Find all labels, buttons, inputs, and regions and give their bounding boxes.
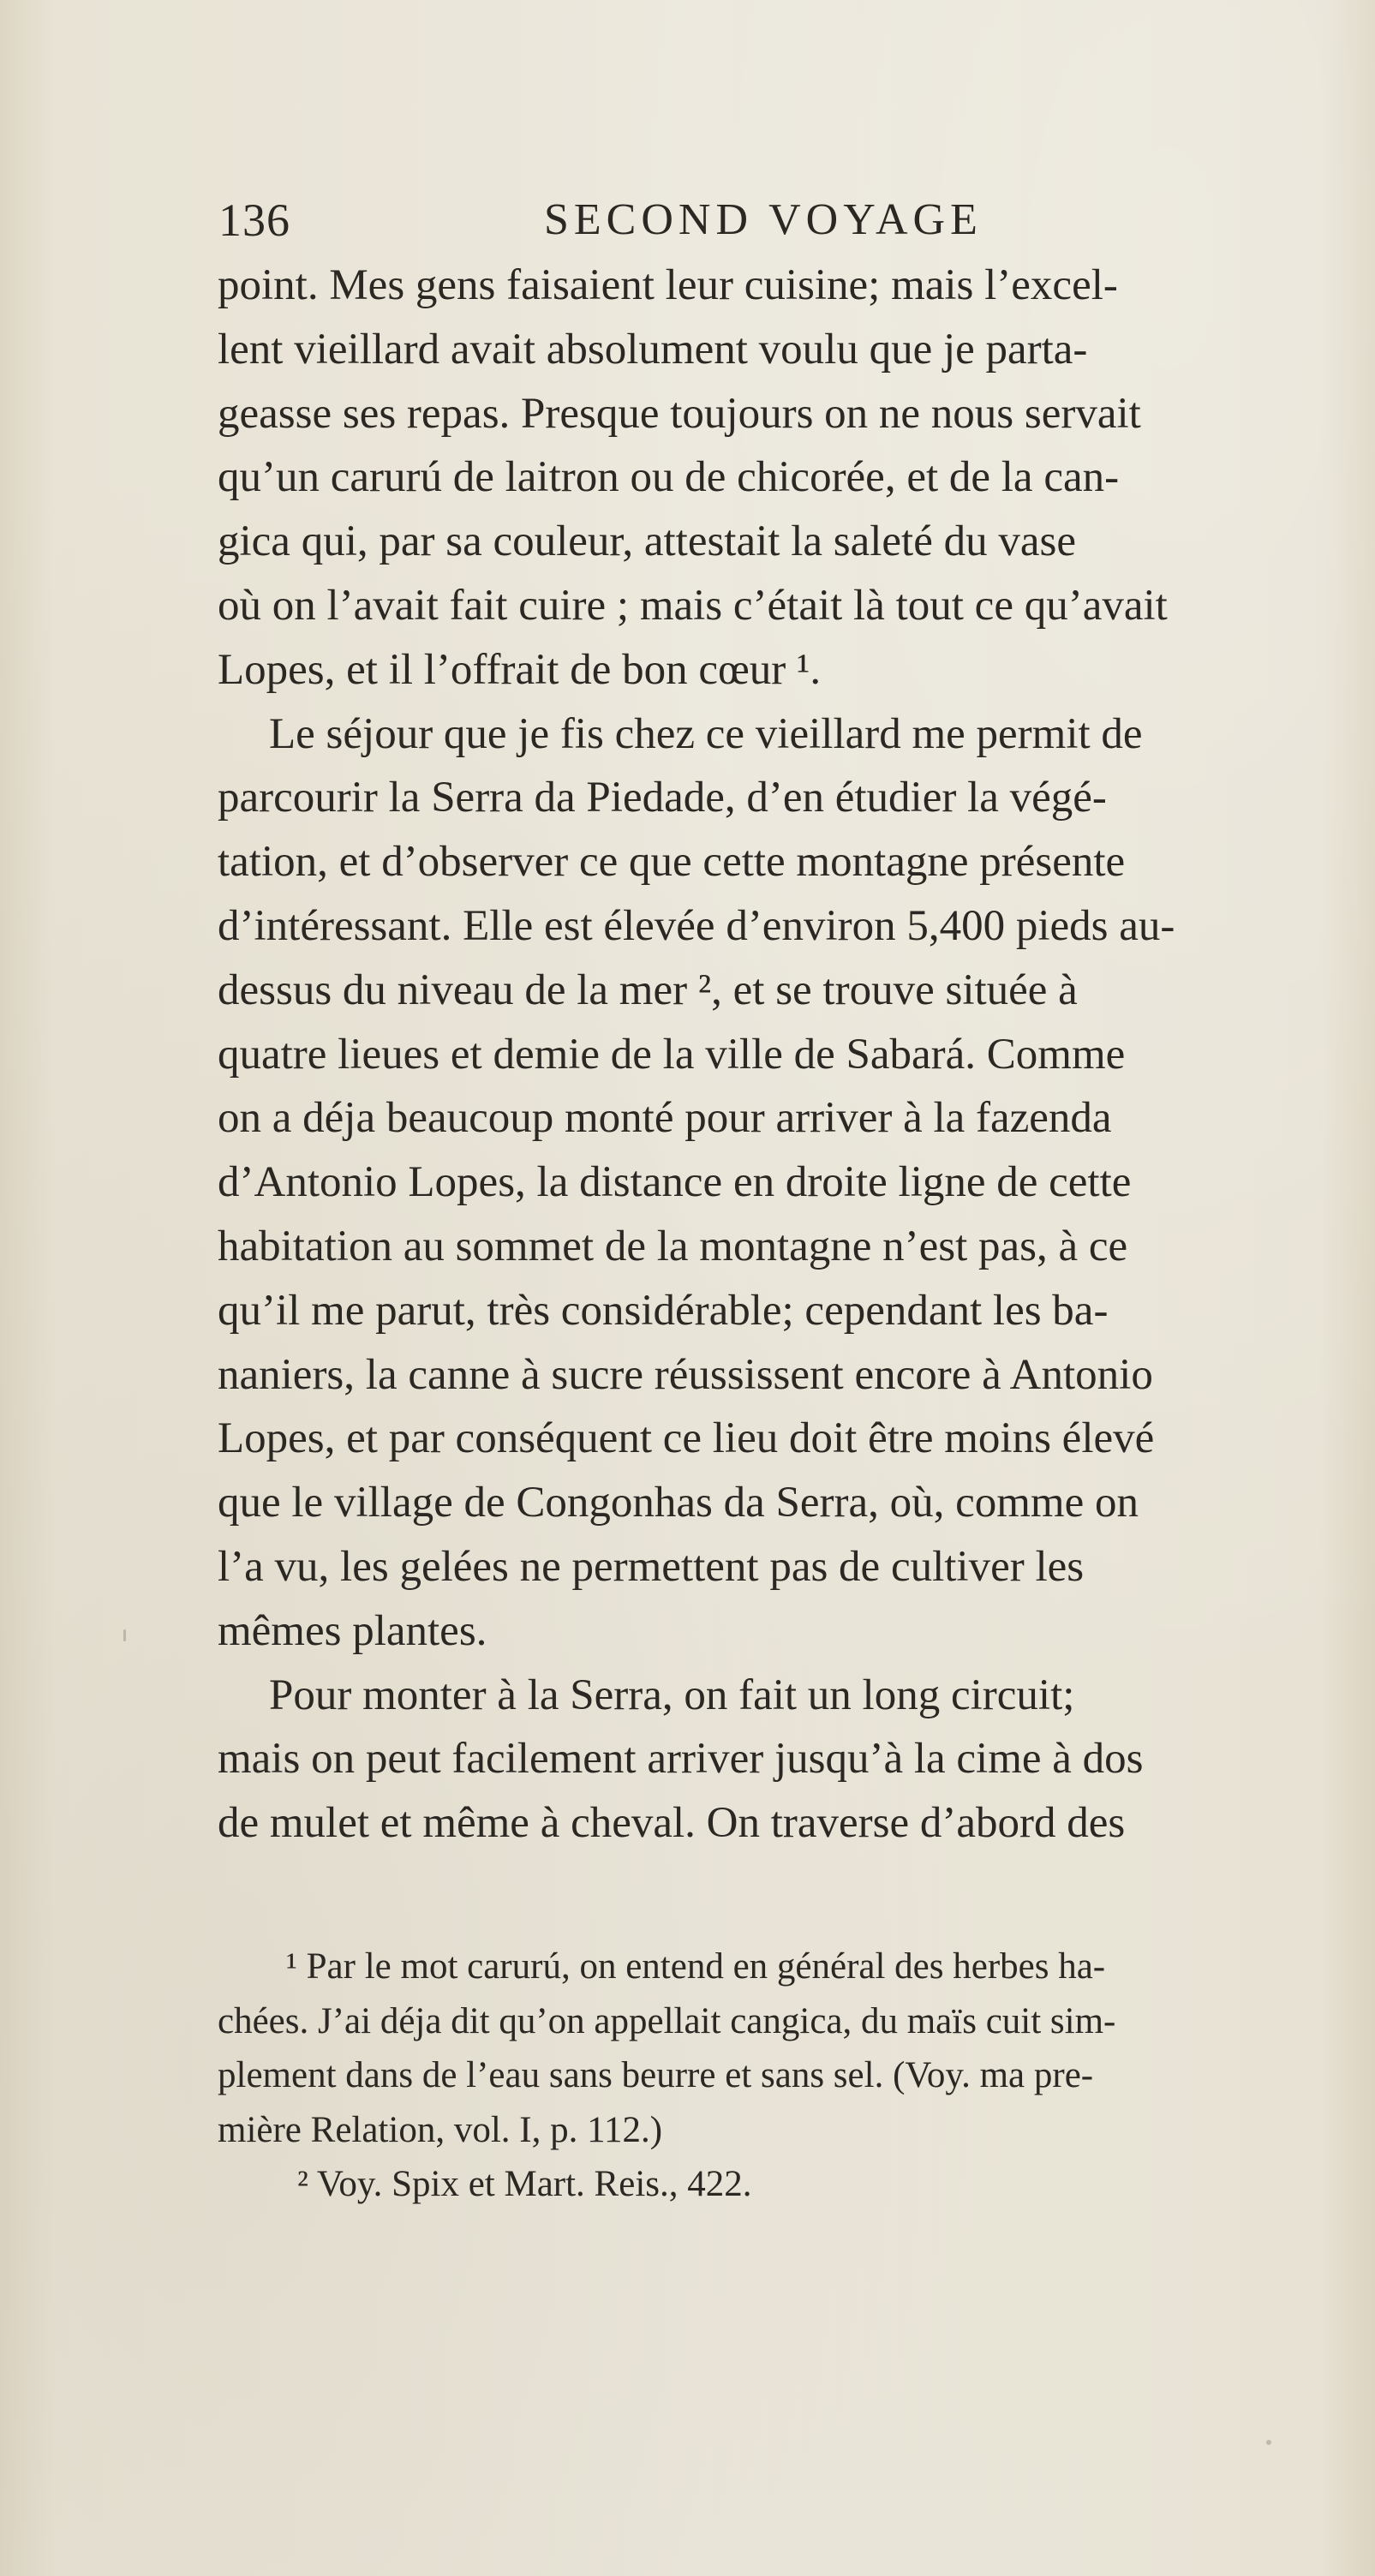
- paper-fleck: [123, 1629, 126, 1641]
- paragraph-start-line: Le séjour que je fis chez ce vieillard me permit de: [269, 709, 1143, 758]
- footnotes: [218, 1939, 1354, 2212]
- text-line: dessus du niveau de la mer ², et se trouve située à: [218, 965, 1078, 1014]
- text-line: qu’un carurú de laitron ou de chicorée, et de la can-: [218, 453, 1120, 502]
- page-number: 136: [218, 194, 290, 246]
- page-header: [218, 190, 1067, 250]
- text-line: parcourir la Serra da Piedade, d’en étudier la végé-: [218, 774, 1107, 822]
- footnote-line: mière Relation, vol. I, p. 112.): [218, 2109, 663, 2150]
- text-line: naniers, la canne à sucre réussissent encore à Antonio: [218, 1350, 1153, 1399]
- text-line: on a déja beaucoup monté pour arriver à la fazenda: [218, 1094, 1112, 1143]
- text-line: l’a vu, les gelées ne permettent pas de cultiver les: [218, 1542, 1085, 1591]
- text-line: que le village de Congonhas da Serra, où, comme on: [218, 1479, 1139, 1527]
- footnote-line: ¹ Par le mot carurú, on entend en général des herbes ha-: [286, 1946, 1106, 1987]
- text-line: d’Antonio Lopes, la distance en droite ligne de cette: [218, 1158, 1132, 1207]
- text-line: où on l’avait fait cuire ; mais c’était là tout ce qu’avait: [218, 581, 1168, 630]
- running-head: SECOND VOYAGE: [544, 195, 983, 244]
- paper-fleck: [1266, 2440, 1271, 2445]
- text-line: quatre lieues et demie de la ville de Sabará. Comme: [218, 1030, 1126, 1079]
- text-line: d’intéressant. Elle est élevée d’environ 5,400 pieds au-: [218, 901, 1175, 950]
- text-line: Lopes, et il l’offrait de bon cœur ¹.: [218, 645, 822, 694]
- text-line: mais on peut facilement arriver jusqu’à la cime à dos: [218, 1735, 1144, 1784]
- text-line: mêmes plantes.: [218, 1606, 487, 1655]
- paragraph-start-line: Pour monter à la Serra, on fait un long circuit;: [269, 1671, 1075, 1719]
- footnote-line: ² Voy. Spix et Mart. Reis., 422.: [297, 2164, 752, 2204]
- footnote-line: chées. J’ai déja dit qu’on appellait cangica, du maïs cuit sim-: [218, 2000, 1116, 2041]
- body-text: [218, 254, 1354, 1856]
- text-line: Lopes, et par conséquent ce lieu doit être moins élevé: [218, 1414, 1155, 1463]
- text-line: de mulet et même à cheval. On traverse d’abord des: [218, 1799, 1126, 1848]
- text-line: tation, et d’observer ce que cette montagne présente: [218, 838, 1126, 887]
- footnote-line: plement dans de l’eau sans beurre et sans sel. (Voy. ma pre-: [218, 2055, 1094, 2095]
- text-line: habitation au sommet de la montagne n’est pas, à ce: [218, 1222, 1128, 1270]
- text-line: qu’il me parut, très considérable; cependant les ba-: [218, 1286, 1109, 1335]
- text-line: point. Mes gens faisaient leur cuisine; mais l’excel-: [218, 261, 1118, 309]
- text-line: gica qui, par sa couleur, attestait la saleté du vase: [218, 517, 1076, 566]
- text-line: lent vieillard avait absolument voulu que je parta-: [218, 325, 1088, 374]
- text-line: geasse ses repas. Presque toujours on ne nous servait: [218, 389, 1141, 438]
